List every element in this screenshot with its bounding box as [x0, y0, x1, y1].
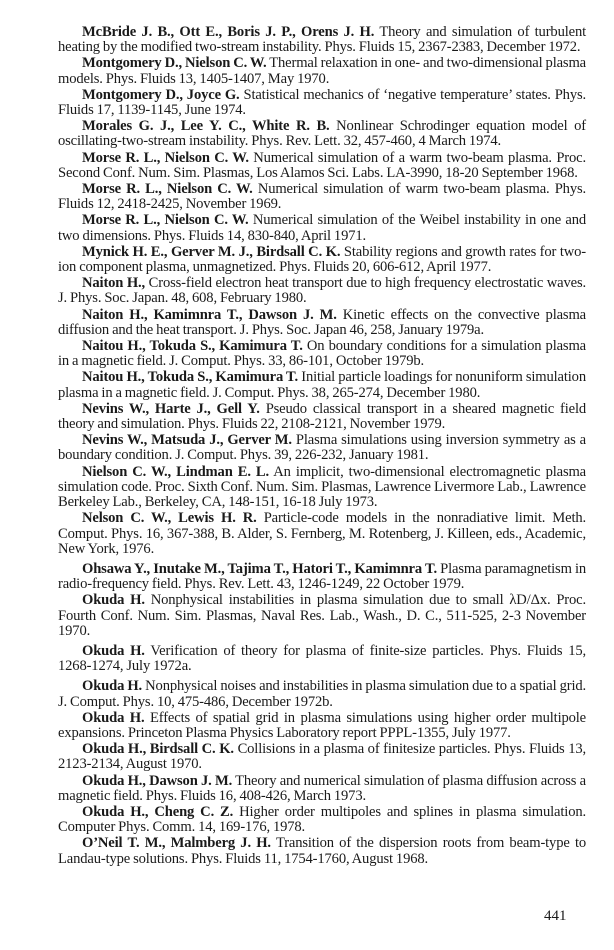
reference-authors: Okuda H. [82, 678, 143, 695]
reference-entry [58, 245, 586, 275]
reference-authors: Morse R. L., Nielson C. W. [82, 181, 253, 198]
reference-entry [58, 213, 586, 243]
reference-entry [58, 465, 586, 511]
reference-text: Stability regions and growth rates for two-ion component plasma, unmagnetized. Phys. Fluids 20, 606-612, April 1977. [58, 243, 586, 276]
reference-authors: Ohsawa Y., Inutake M., Tajima T., Hatori T., Kamimnra T. [82, 560, 437, 577]
reference-entry [58, 182, 586, 212]
reference-text: Thermal relaxation in one- and two-dimensional plasma models. Phys. Fluids 13, 1405-1407, May 1970. [58, 55, 586, 87]
reference-entry [58, 836, 586, 866]
reference-text: Cross-field electron heat transport due to high frequency electrostatic waves. J. Phys. Soc. Japan. 48, 608, February 1980. [58, 275, 586, 307]
reference-text: Numerical simulation of the Weibel instability in one and two dimensions. Phys. Fluids 14, 830-840, April 1971. [58, 212, 587, 244]
reference-entry [58, 562, 586, 592]
reference-entry [58, 402, 586, 432]
reference-authors: McBride J. B., Ott E., Boris J. P., Orens J. H. [82, 24, 375, 40]
reference-entry [58, 339, 586, 369]
reference-entry [58, 511, 586, 557]
reference-entry [58, 88, 586, 118]
reference-text: Transition of the dispersion roots from beam-type to Landau-type solutions. Phys. Fluids 11, 1754-1760, August 1968. [58, 835, 586, 867]
reference-text: Pseudo classical transport in a sheared magnetic field theory and simulation. Phys. Fluids 22, 2108-2121, November 1979. [58, 400, 586, 433]
reference-authors: Okuda H. [82, 592, 145, 609]
reference-entry [58, 679, 586, 709]
reference-authors: Nelson C. W., Lewis H. R. [82, 510, 257, 527]
reference-text: Plasma simulations using inversion symmetry as a boundary condition. J. Comput. Phys. 39, 226-232, January 1981. [58, 432, 587, 464]
reference-text: Nonphysical noises and instabilities in plasma simulation due to a spatial grid. J. Comput. Phys. 10, 475-486, December 1972b. [58, 678, 587, 710]
reference-text: Verification of theory for plasma of finite-size particles. Phys. Fluids 15, 1268-1274, July 1972a. [58, 642, 586, 675]
reference-authors: Naitou H., Tokuda S., Kamimura T. [82, 338, 303, 355]
reference-authors: Okuda H. [82, 709, 145, 726]
reference-list [58, 25, 586, 868]
reference-entry [58, 25, 586, 55]
reference-entry [58, 276, 586, 306]
reference-entry [58, 742, 586, 772]
reference-entry [58, 433, 586, 463]
reference-authors: Montgomery D., Joyce G. [82, 86, 240, 103]
reference-authors: Nielson C. W., Lindman E. L. [82, 463, 269, 480]
reference-text: Numerical simulation of warm two-beam plasma. Phys. Fluids 12, 2418-2425, November 1969. [58, 181, 587, 213]
reference-entry [58, 308, 586, 338]
reference-entry [58, 119, 586, 149]
reference-authors: Morse R. L., Nielson C. W. [82, 149, 249, 166]
reference-entry [58, 56, 586, 86]
reference-text: Higher order multipoles and splines in plasma simulation. Computer Phys. Comm. 14, 169-176, 1978. [58, 803, 586, 836]
reference-authors: Naiton H., Kamimnra T., Dawson J. M. [82, 306, 337, 323]
reference-authors: Nevins W., Matsuda J., Gerver M. [82, 432, 292, 449]
reference-text: Collisions in a plasma of finitesize particles. Phys. Fluids 13, 2123-2134, August 1970. [58, 741, 587, 773]
reference-entry [58, 805, 586, 835]
reference-authors: O’Neil T. M., Malmberg J. H. [82, 835, 271, 852]
reference-text: On boundary conditions for a simulation plasma in a magnetic field. J. Comput. Phys. 33, 86-101, October 1979b. [58, 338, 586, 370]
reference-authors: Naitou H., Tokuda S., Kamimura T. [82, 369, 299, 386]
reference-text: Kinetic effects on the convective plasma diffusion and the heat transport. J. Phys. Soc. Japan 46, 258, January 1979a. [58, 306, 586, 338]
reference-authors: Montgomery D., Nielson C. W. [82, 55, 267, 72]
reference-text: Theory and simulation of turbulent heating by the modified two-stream instability. Phys. Fluids 15, 2367-2383, December 1972. [58, 24, 586, 56]
reference-entry [58, 593, 586, 639]
reference-entry [58, 711, 586, 741]
reference-entry [58, 774, 586, 804]
reference-text: Initial particle loadings for nonuniform simulation plasma in a magnetic field. J. Comput. Phys. 38, 265-274, December 1980. [58, 369, 586, 401]
reference-authors: Okuda H. [82, 642, 145, 659]
reference-entry [58, 151, 586, 181]
reference-authors: Morse R. L., Nielson C. W. [82, 212, 249, 229]
reference-text: Plasma paramagnetism in radio-frequency field. Phys. Rev. Lett. 43, 1246-1249, 22 October 1979. [58, 560, 587, 593]
reference-authors: Okuda H., Cheng C. Z. [82, 803, 234, 820]
reference-authors: Morales G. J., Lee Y. C., White R. B. [82, 118, 330, 135]
reference-authors: Okuda H., Birdsall C. K. [82, 741, 234, 758]
reference-entry [58, 370, 586, 400]
reference-text: Particle-code models in the nonradiative limit. Meth. Comput. Phys. 16, 367-388, B. Alder, S. Fernberg, M. Rotenberg, J. Killeen, eds., Academic, New York, 1976. [58, 510, 586, 557]
reference-text: An implicit, two-dimensional electromagnetic plasma simulation code. Proc. Sixth Conf. Num. Sim. Plasmas, Lawrence Livermore Lab., Lawrence Berkeley Lab., Berkeley, CA, 148-151, 16-18 July 1973. [58, 463, 587, 511]
reference-text: Nonphysical instabilities in plasma simulation due to small λD/Δx. Proc. Fourth Conf. Num. Sim. Plasmas, Naval Res. Lab., Wash., D. C., 511-525, 2-3 November 1970. [58, 592, 586, 639]
reference-authors: Naiton H., [82, 275, 146, 292]
reference-text: Effects of spatial grid in plasma simulations using higher order multipole expansions. Princeton Plasma Physics Laboratory report PPPL-1355, July 1977. [58, 709, 587, 741]
reference-text: Nonlinear Schrodinger equation model of oscillating-two-stream instability. Phys. Rev. Lett. 32, 457-460, 4 March 1974. [58, 118, 586, 150]
reference-text: Theory and numerical simulation of plasma diffusion across a magnetic field. Phys. Fluids 16, 408-426, March 1973. [58, 772, 586, 804]
reference-authors: Okuda H., Dawson J. M. [82, 772, 233, 789]
reference-text: Numerical simulation of a warm two-beam plasma. Proc. Second Conf. Num. Sim. Plasmas, Los Alamos Sci. Labs. LA-3990, 18-20 September 1968. [58, 149, 586, 181]
reference-text: Statistical mechanics of ‘negative temperature’ states. Phys. Fluids 17, 1139-1145, June 1974. [58, 86, 587, 119]
reference-authors: Mynick H. E., Gerver M. J., Birdsall C. K. [82, 243, 341, 260]
reference-entry [58, 644, 586, 674]
reference-authors: Nevins W., Harte J., Gell Y. [82, 400, 260, 417]
page-number: 441 [544, 908, 567, 924]
